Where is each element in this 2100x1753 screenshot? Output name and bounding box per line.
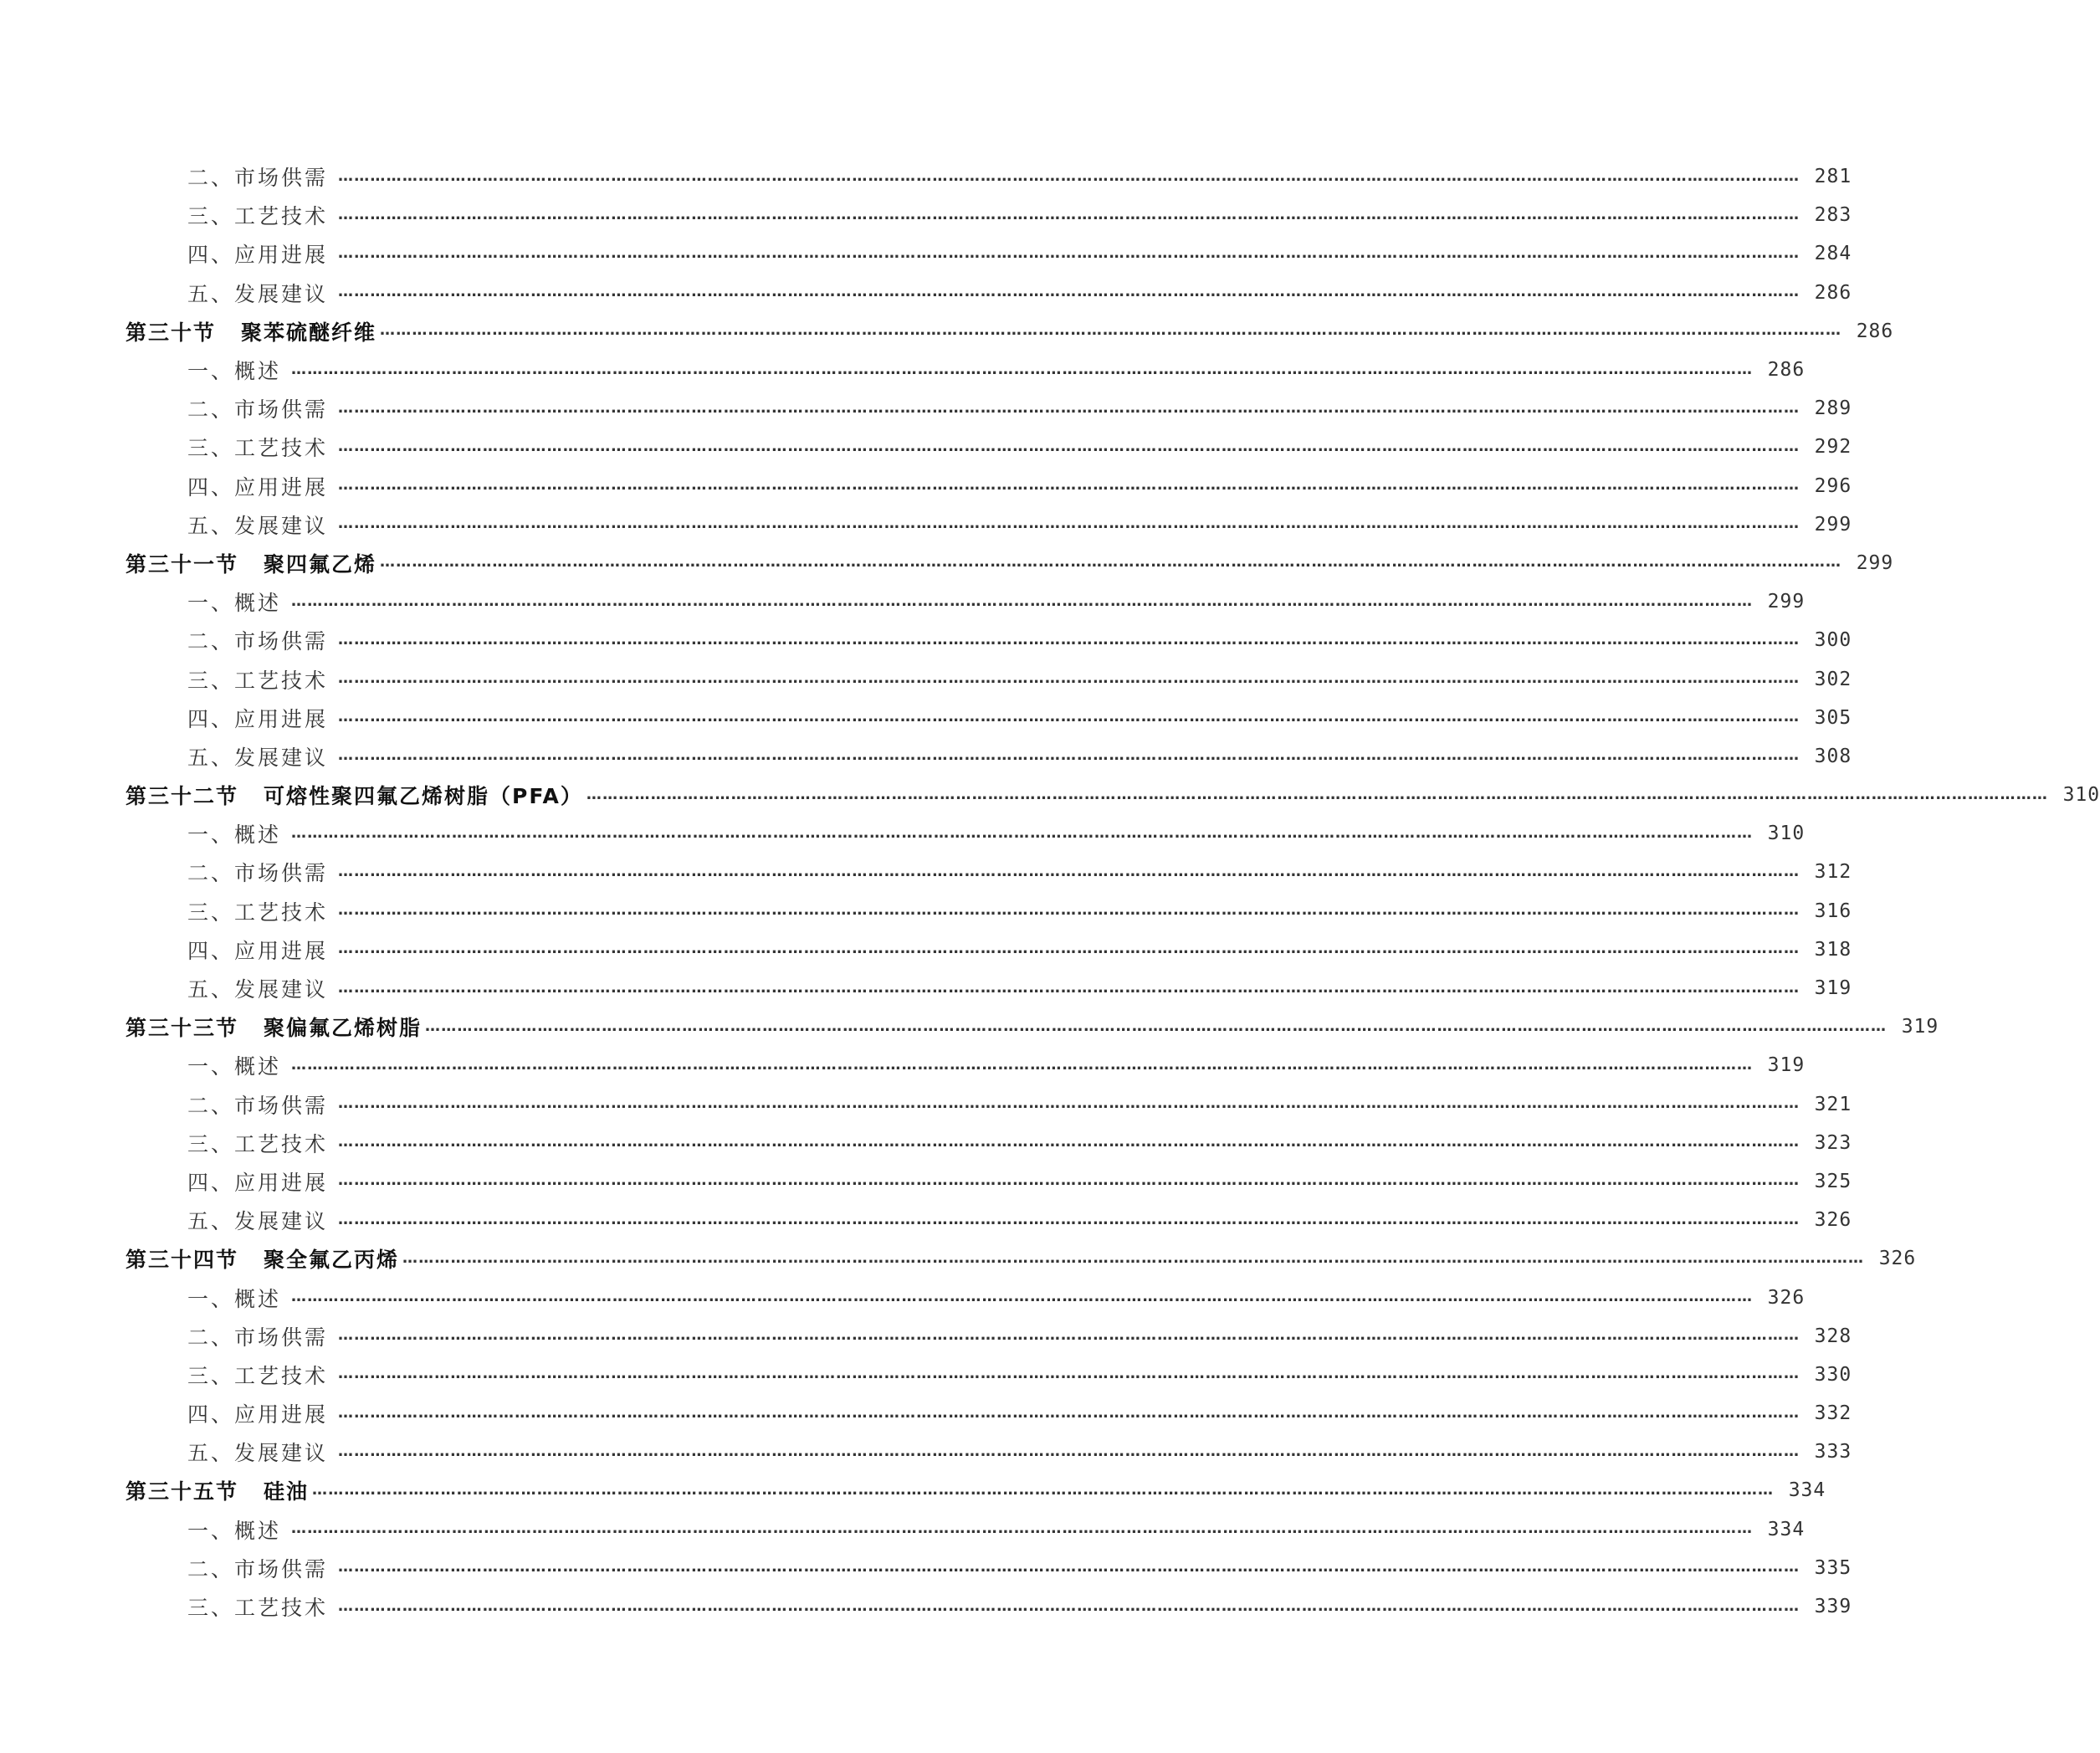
toc-section-title: 聚苯硫醚纤维 — [241, 320, 377, 345]
toc-page-number: 308 — [1814, 745, 1852, 767]
toc-entry-label: 二、市场供需 — [187, 861, 329, 886]
dot-leader: ………………………………………………………………………………………………………………………………………………………………………………………………………………………………………………… — [338, 167, 1800, 185]
toc-section-number: 第三十四节 — [125, 1248, 239, 1273]
toc-page-number: 321 — [1814, 1093, 1852, 1115]
dot-leader: ………………………………………………………………………………………………………………………………………………………………………………………………………………………………………………… — [338, 398, 1800, 417]
toc-subsection-entry[interactable] — [125, 1046, 1805, 1084]
toc-page-number: 328 — [1814, 1325, 1852, 1347]
dot-leader: ………………………………………………………………………………………………………………………………………………………………………………………………………………………………………………… — [338, 1171, 1800, 1190]
dot-leader: ………………………………………………………………………………………………………………………………………………………………………………………………………………………………………………… — [380, 553, 1842, 572]
toc-subsection-entry[interactable] — [125, 621, 1852, 659]
toc-subsection-entry[interactable] — [125, 699, 1852, 737]
toc-section-heading — [125, 1243, 399, 1274]
toc-page-number: 286 — [1767, 359, 1805, 382]
toc-section-entry[interactable] — [125, 1239, 1917, 1278]
toc-entry-label: 四、应用进展 — [187, 1402, 329, 1428]
toc-entry-label: 二、市场供需 — [187, 629, 329, 654]
toc-page-number: 316 — [1814, 900, 1852, 922]
toc-page-number: 319 — [1814, 977, 1852, 1000]
toc-page-number: 305 — [1814, 706, 1852, 729]
dot-leader: ………………………………………………………………………………………………………………………………………………………………………………………………………………………………………………… — [586, 785, 2049, 803]
toc-subsection-entry[interactable] — [125, 814, 1805, 853]
toc-section-heading — [125, 780, 583, 810]
dot-leader: ………………………………………………………………………………………………………………………………………………………………………………………………………………………………………………… — [291, 823, 1754, 842]
toc-page-number: 319 — [1901, 1016, 1939, 1038]
toc-page-number: 299 — [1814, 513, 1852, 536]
toc-entry-label: 四、应用进展 — [187, 243, 329, 268]
toc-entry-label: 三、工艺技术 — [187, 1363, 329, 1388]
dot-leader: ………………………………………………………………………………………………………………………………………………………………………………………………………………………………………………… — [338, 746, 1800, 765]
toc-entry-label: 五、发展建议 — [187, 1209, 329, 1234]
toc-subsection-entry[interactable] — [125, 1394, 1852, 1433]
dot-leader: ………………………………………………………………………………………………………………………………………………………………………………………………………………………………………………… — [380, 321, 1842, 340]
dot-leader: ………………………………………………………………………………………………………………………………………………………………………………………………………………………………………………… — [291, 1520, 1754, 1538]
toc-subsection-entry[interactable] — [125, 505, 1852, 544]
toc-section-number: 第三十节 — [125, 320, 217, 345]
toc-subsection-entry[interactable] — [125, 892, 1852, 930]
toc-subsection-entry[interactable] — [125, 853, 1852, 891]
toc-page-number: 326 — [1767, 1286, 1805, 1309]
toc-page-number: 302 — [1814, 668, 1852, 690]
toc-subsection-entry[interactable] — [125, 196, 1852, 234]
toc-page-number: 326 — [1814, 1209, 1852, 1232]
toc-subsection-entry[interactable] — [125, 1433, 1852, 1471]
toc-entry-label: 二、市场供需 — [187, 1093, 329, 1118]
toc-entry-label: 四、应用进展 — [187, 706, 329, 731]
toc-entry-label: 二、市场供需 — [187, 1325, 329, 1350]
toc-page-number: 335 — [1814, 1556, 1852, 1579]
dot-leader: ………………………………………………………………………………………………………………………………………………………………………………………………………………………………………………… — [312, 1480, 1775, 1499]
toc-page-number: 284 — [1814, 243, 1852, 265]
dot-leader: ………………………………………………………………………………………………………………………………………………………………………………………………………………………………………………… — [338, 476, 1800, 495]
toc-section-number: 第三十五节 — [125, 1479, 239, 1504]
toc-page-number: 296 — [1814, 474, 1852, 497]
dot-leader: ………………………………………………………………………………………………………………………………………………………………………………………………………………………………………………… — [338, 1094, 1800, 1113]
toc-entry-label: 五、发展建议 — [187, 745, 329, 770]
toc-subsection-entry[interactable] — [125, 1356, 1852, 1394]
toc-page-number: 333 — [1814, 1441, 1852, 1463]
toc-subsection-entry[interactable] — [125, 969, 1852, 1007]
toc-page-number: 299 — [1856, 551, 1894, 574]
toc-subsection-entry[interactable] — [125, 1317, 1852, 1356]
toc-page-number: 318 — [1814, 938, 1852, 961]
toc-subsection-entry[interactable] — [125, 1085, 1852, 1124]
toc-subsection-entry[interactable] — [125, 1510, 1805, 1549]
dot-leader: ………………………………………………………………………………………………………………………………………………………………………………………………………………………………………………… — [402, 1248, 1865, 1267]
dot-leader: ………………………………………………………………………………………………………………………………………………………………………………………………………………………………………………… — [338, 515, 1800, 533]
dot-leader: ………………………………………………………………………………………………………………………………………………………………………………………………………………………………………………… — [338, 978, 1800, 997]
dot-leader: ………………………………………………………………………………………………………………………………………………………………………………………………………………………………………………… — [291, 592, 1754, 610]
toc-subsection-entry[interactable] — [125, 389, 1852, 428]
toc-subsection-entry[interactable] — [125, 1201, 1852, 1239]
toc-subsection-entry[interactable] — [125, 1587, 1852, 1626]
dot-leader: ………………………………………………………………………………………………………………………………………………………………………………………………………………………………………………… — [338, 1133, 1800, 1151]
toc-page-number: 310 — [2062, 784, 2100, 807]
toc-section-title: 聚四氟乙烯 — [264, 551, 377, 577]
dot-leader: ………………………………………………………………………………………………………………………………………………………………………………………………………………………………………………… — [338, 901, 1800, 920]
dot-leader: ………………………………………………………………………………………………………………………………………………………………………………………………………………………………………………… — [338, 1403, 1800, 1422]
dot-leader: ………………………………………………………………………………………………………………………………………………………………………………………………………………………………………………… — [338, 1210, 1800, 1228]
dot-leader: ………………………………………………………………………………………………………………………………………………………………………………………………………………………………………………… — [338, 708, 1800, 726]
toc-page-number: 310 — [1767, 823, 1805, 845]
toc-page-number: 300 — [1814, 629, 1852, 652]
toc-subsection-entry[interactable] — [125, 157, 1852, 196]
toc-page-number: 289 — [1814, 397, 1852, 420]
toc-subsection-entry[interactable] — [125, 582, 1805, 621]
dot-leader: ………………………………………………………………………………………………………………………………………………………………………………………………………………………………………………… — [291, 1288, 1754, 1306]
toc-page-number: 281 — [1814, 166, 1852, 188]
dot-leader: ………………………………………………………………………………………………………………………………………………………………………………………………………………………………………………… — [338, 437, 1800, 455]
dot-leader: ………………………………………………………………………………………………………………………………………………………………………………………………………………………………………………… — [338, 669, 1800, 688]
toc-page-number: 325 — [1814, 1170, 1852, 1192]
toc-page-number: 312 — [1814, 861, 1852, 884]
toc-entry-label: 四、应用进展 — [187, 938, 329, 963]
toc-subsection-entry[interactable] — [125, 467, 1852, 505]
toc-entry-label: 一、概述 — [187, 1286, 282, 1311]
toc-page-number: 339 — [1814, 1596, 1852, 1618]
dot-leader: ………………………………………………………………………………………………………………………………………………………………………………………………………………………………………………… — [291, 360, 1754, 378]
toc-section-entry[interactable] — [125, 544, 1894, 582]
toc-subsection-entry[interactable] — [125, 274, 1852, 312]
toc-section-entry[interactable] — [125, 312, 1894, 351]
toc-entry-label: 三、工艺技术 — [187, 900, 329, 925]
toc-section-entry[interactable] — [125, 1471, 1826, 1510]
dot-leader: ………………………………………………………………………………………………………………………………………………………………………………………………………………………………………………… — [338, 283, 1800, 301]
dot-leader: ………………………………………………………………………………………………………………………………………………………………………………………………………………………………………………… — [338, 940, 1800, 958]
toc-subsection-entry[interactable] — [125, 1549, 1852, 1587]
toc-section-number: 第三十一节 — [125, 551, 239, 577]
toc-section-entry[interactable] — [125, 1007, 1939, 1046]
dot-leader: ………………………………………………………………………………………………………………………………………………………………………………………………………………………………………………… — [338, 1558, 1800, 1576]
toc-page-number: 334 — [1788, 1479, 1826, 1502]
toc-section-title: 可熔性聚四氟乙烯树脂（PFA） — [264, 784, 583, 809]
toc-subsection-entry[interactable] — [125, 1162, 1852, 1201]
toc-entry-label: 五、发展建议 — [187, 977, 329, 1002]
toc-entry-label: 一、概述 — [187, 823, 282, 848]
toc-entry-label: 三、工艺技术 — [187, 436, 329, 461]
toc-page-number: 330 — [1814, 1363, 1852, 1386]
toc-section-title: 聚全氟乙丙烯 — [264, 1248, 400, 1273]
toc-entry-label: 二、市场供需 — [187, 1556, 329, 1581]
toc-entry-label: 五、发展建议 — [187, 281, 329, 306]
toc-section-heading — [125, 1012, 422, 1042]
toc-page-number: 299 — [1767, 591, 1805, 613]
toc-entry-label: 三、工艺技术 — [187, 204, 329, 229]
toc-subsection-entry[interactable] — [125, 930, 1852, 969]
toc-section-heading — [125, 548, 376, 578]
toc-page-number: 286 — [1814, 281, 1852, 304]
toc-section-heading — [125, 316, 376, 346]
toc-subsection-entry[interactable] — [125, 1278, 1805, 1316]
dot-leader: ………………………………………………………………………………………………………………………………………………………………………………………………………………………………………………… — [338, 1365, 1800, 1383]
toc-entry-label: 三、工艺技术 — [187, 668, 329, 693]
toc-page-number: 326 — [1878, 1248, 1917, 1270]
toc-subsection-entry[interactable] — [125, 1124, 1852, 1162]
dot-leader: ………………………………………………………………………………………………………………………………………………………………………………………………………………………………………………… — [338, 243, 1800, 262]
toc-entry-label: 五、发展建议 — [187, 1441, 329, 1466]
toc-page-number: 319 — [1767, 1054, 1805, 1077]
toc-page-number: 334 — [1767, 1518, 1805, 1540]
toc-subsection-entry[interactable] — [125, 234, 1852, 273]
toc-section-number: 第三十三节 — [125, 1016, 239, 1041]
toc-subsection-entry[interactable] — [125, 737, 1852, 776]
toc-entry-label: 四、应用进展 — [187, 474, 329, 500]
toc-section-heading — [125, 1475, 309, 1505]
toc-entry-label: 二、市场供需 — [187, 166, 329, 191]
toc-entry-label: 二、市场供需 — [187, 397, 329, 423]
dot-leader: ………………………………………………………………………………………………………………………………………………………………………………………………………………………………………………… — [338, 1597, 1800, 1615]
toc-page-number: 286 — [1856, 320, 1894, 342]
toc-entry-label: 三、工艺技术 — [187, 1131, 329, 1156]
toc-entry-label: 五、发展建议 — [187, 513, 329, 538]
dot-leader: ………………………………………………………………………………………………………………………………………………………………………………………………………………………………………………… — [338, 205, 1800, 223]
toc-entry-label: 一、概述 — [187, 1518, 282, 1543]
toc-entry-label: 一、概述 — [187, 359, 282, 384]
toc-section-title: 聚偏氟乙烯树脂 — [264, 1016, 423, 1041]
toc-entry-label: 四、应用进展 — [187, 1170, 329, 1195]
dot-leader: ………………………………………………………………………………………………………………………………………………………………………………………………………………………………………………… — [338, 862, 1800, 880]
toc-subsection-entry[interactable] — [125, 351, 1805, 389]
toc-entry-label: 三、工艺技术 — [187, 1596, 329, 1621]
toc-section-title: 硅油 — [264, 1479, 310, 1504]
toc-page-number: 332 — [1814, 1402, 1852, 1425]
toc-page-number: 283 — [1814, 204, 1852, 227]
dot-leader: ………………………………………………………………………………………………………………………………………………………………………………………………………………………………………………… — [291, 1055, 1754, 1074]
toc-section-entry[interactable] — [125, 776, 2100, 814]
dot-leader: ………………………………………………………………………………………………………………………………………………………………………………………………………………………………………………… — [338, 1442, 1800, 1460]
toc-page-number: 323 — [1814, 1131, 1852, 1154]
toc-section-number: 第三十二节 — [125, 784, 239, 809]
toc-subsection-entry[interactable] — [125, 428, 1852, 466]
toc-entry-label: 一、概述 — [187, 1054, 282, 1079]
toc-subsection-entry[interactable] — [125, 659, 1852, 698]
table-of-contents — [125, 157, 2100, 1626]
dot-leader: ………………………………………………………………………………………………………………………………………………………………………………………………………………………………………………… — [338, 1326, 1800, 1345]
dot-leader: ………………………………………………………………………………………………………………………………………………………………………………………………………………………………………………… — [425, 1017, 1887, 1035]
toc-entry-label: 一、概述 — [187, 591, 282, 616]
dot-leader: ………………………………………………………………………………………………………………………………………………………………………………………………………………………………………………… — [338, 630, 1800, 648]
toc-page-number: 292 — [1814, 436, 1852, 459]
